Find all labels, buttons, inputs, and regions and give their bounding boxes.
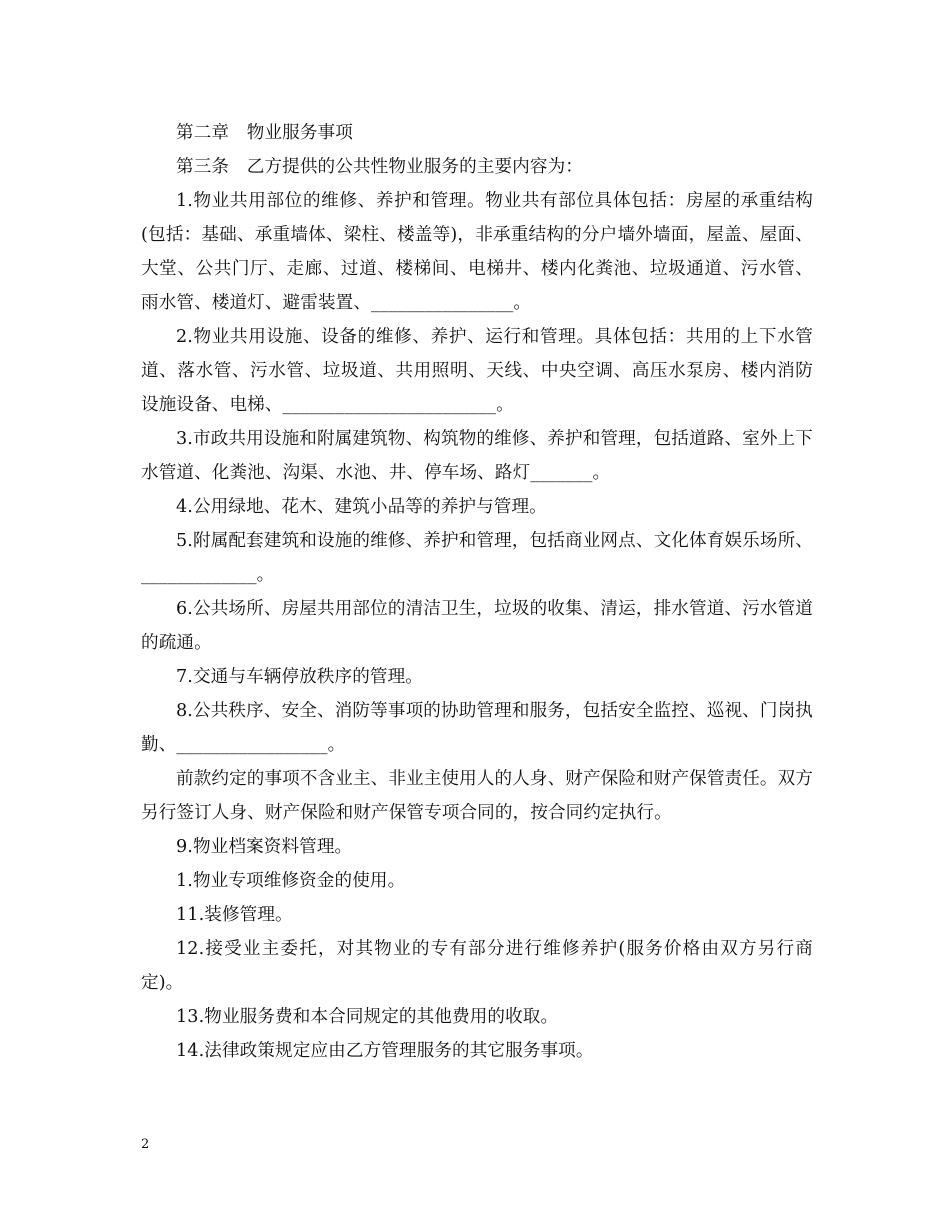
clause-item-4: 4.公用绿地、花木、建筑小品等的养护与管理。 — [176, 497, 547, 517]
clause-item-5: 5.附属配套建筑和设施的维修、养护和管理，包括商业网点、文化体育娱乐场所、_____________。 — [141, 531, 813, 585]
clause-item-12: 12.接受业主委托，对其物业的专有部分进行维修养护(服务价格由双方另行商定)。 — [141, 939, 813, 993]
page-number: 2 — [141, 1137, 150, 1152]
clause-note: 前款约定的事项不含业主、非业主使用人的人身、财产保险和财产保管责任。双方另行签订人身、财产保险和财产保管专项合同的，按合同约定执行。 — [141, 769, 813, 823]
article-heading: 第三条 乙方提供的公共性物业服务的主要内容为： — [176, 157, 583, 177]
clause-item-1: 1.物业共用部位的维修、养护和管理。物业共有部位具体包括：房屋的承重结构(包括：基础、承重墙体、梁柱、楼盖等)，非承重结构的分户墙外墙面，屋盖、屋面、大堂、公共门厅、走廊、过道、楼梯间、电梯井、楼内化粪池、垃圾通道、污水管、雨水管、楼道灯、避雷装置、________________。 — [141, 191, 813, 313]
clause-item-8: 8.公共秩序、安全、消防等事项的协助管理和服务，包括安全监控、巡视、门岗执勤、_________________。 — [141, 701, 813, 755]
clause-item-3: 3.市政共用设施和附属建筑物、构筑物的维修、养护和管理，包括道路、室外上下水管道、化粪池、沟渠、水池、井、停车场、路灯_______。 — [141, 429, 813, 483]
chapter-heading: 第二章 物业服务事项 — [176, 123, 353, 143]
clause-item-13: 13.物业服务费和本合同规定的其他费用的收取。 — [176, 1007, 559, 1027]
clause-item-11: 11.装修管理。 — [176, 905, 293, 925]
clause-item-6: 6.公共场所、房屋共用部位的清洁卫生，垃圾的收集、清运，排水管道、污水管道的疏通。 — [141, 599, 813, 653]
clause-item-14: 14.法律政策规定应由乙方管理服务的其它服务事项。 — [176, 1041, 594, 1061]
document-body — [141, 116, 813, 1068]
clause-item-2: 2.物业共用设施、设备的维修、养护、运行和管理。具体包括：共用的上下水管道、落水管、污水管、垃圾道、共用照明、天线、中央空调、高压水泵房、楼内消防设施设备、电梯、________________________。 — [141, 327, 813, 415]
clause-item-10: 1.物业专项维修资金的使用。 — [176, 871, 406, 891]
clause-item-7: 7.交通与车辆停放秩序的管理。 — [176, 667, 424, 687]
clause-item-9: 9.物业档案资料管理。 — [176, 837, 353, 857]
